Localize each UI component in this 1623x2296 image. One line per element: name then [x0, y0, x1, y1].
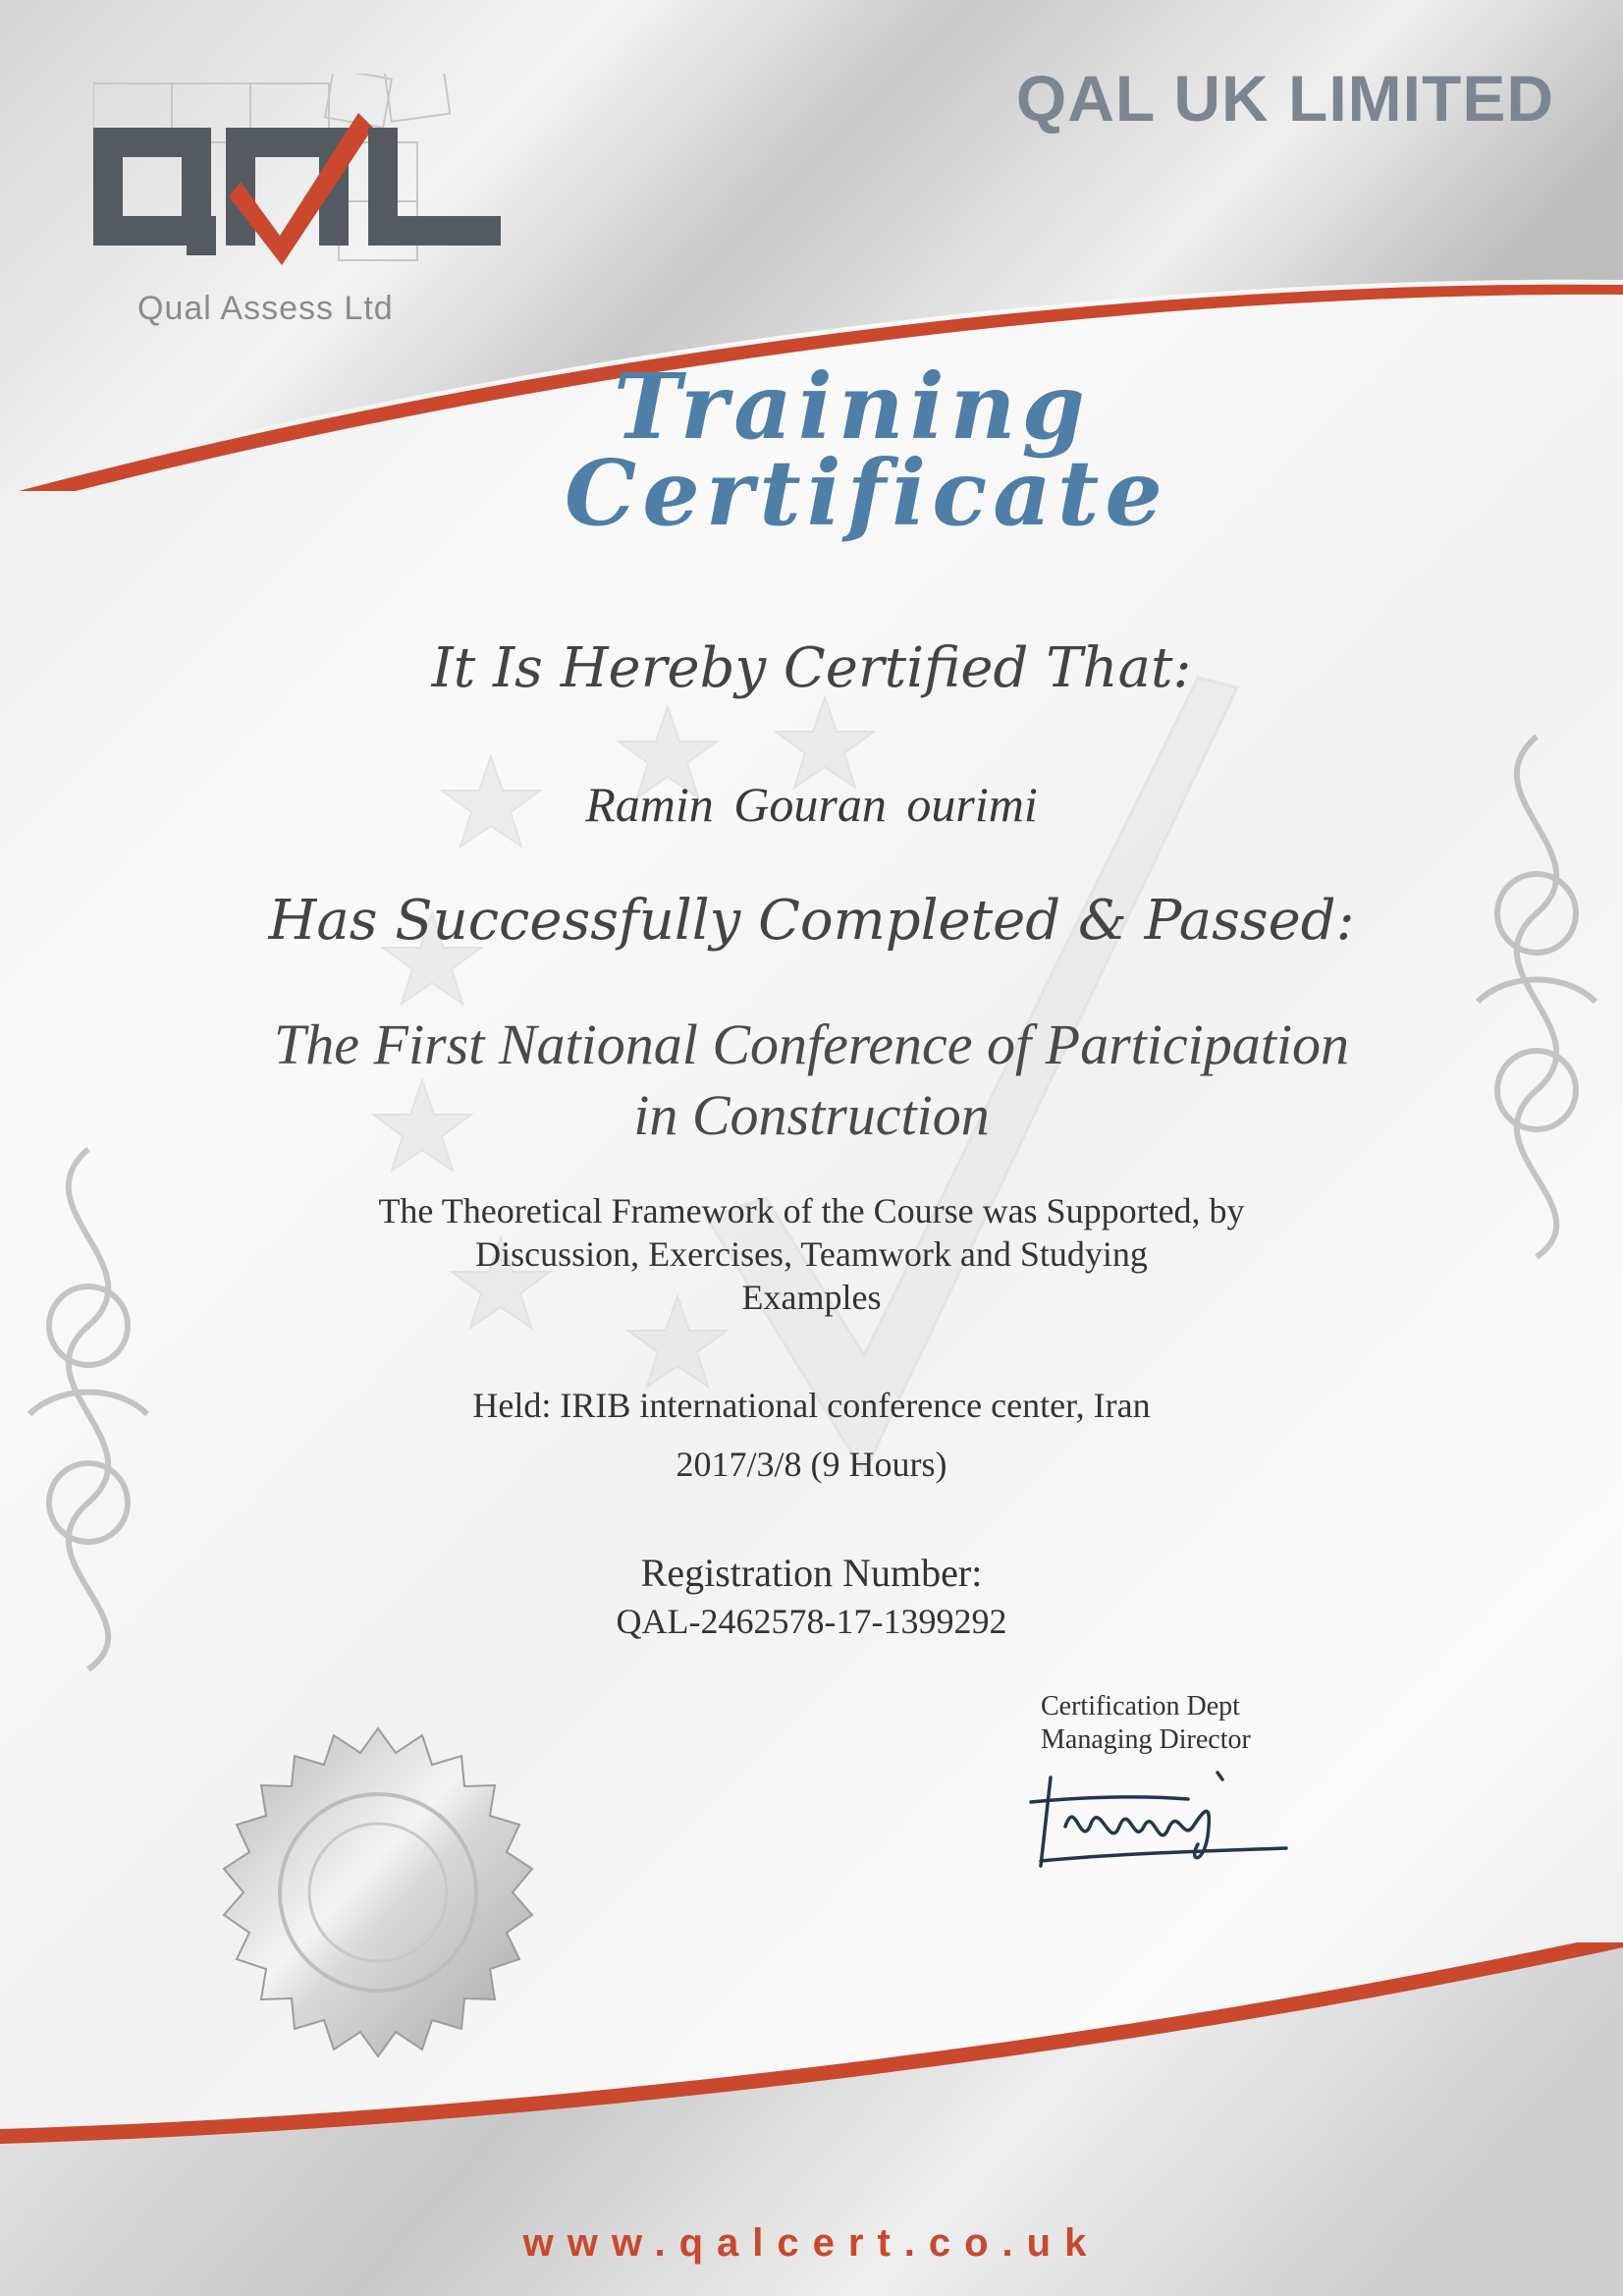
certificate-title-line2: Certificate	[565, 440, 1168, 546]
hereby-certified-phrase: It Is Hereby Certified That:	[431, 636, 1192, 700]
description-line3: Examples	[741, 1278, 882, 1317]
signatory-title: Managing Director	[1041, 1724, 1251, 1755]
certificate-title-line1: Training	[614, 354, 1091, 460]
registration-number: QAL-2462578-17-1399292	[616, 1602, 1007, 1641]
signature	[1021, 1758, 1296, 1876]
logo-tagline: Qual Assess Ltd	[137, 290, 394, 327]
course-title-line1: The First National Conference of Participation	[274, 1012, 1349, 1076]
website-url: www.qalcert.co.uk	[522, 2221, 1101, 2265]
qal-logo	[93, 74, 506, 280]
completed-passed-phrase: Has Successfully Completed & Passed:	[268, 889, 1355, 953]
description-line2: Discussion, Exercises, Teamwork and Studying	[475, 1234, 1148, 1274]
held-location: Held: IRIB international conference center, Iran	[472, 1386, 1151, 1425]
company-name: QAL UK LIMITED	[1015, 62, 1554, 135]
course-title-line2: in Construction	[633, 1083, 990, 1147]
embossed-seal	[191, 1723, 565, 2097]
registration-label: Registration Number:	[640, 1551, 983, 1595]
signatory-dept: Certification Dept	[1041, 1691, 1240, 1722]
course-date: 2017/3/8 (9 Hours)	[676, 1445, 947, 1484]
description-line1: The Theoretical Framework of the Course was Supported, by	[378, 1191, 1245, 1230]
recipient-name: Ramin Gouran ourimi	[585, 777, 1038, 832]
